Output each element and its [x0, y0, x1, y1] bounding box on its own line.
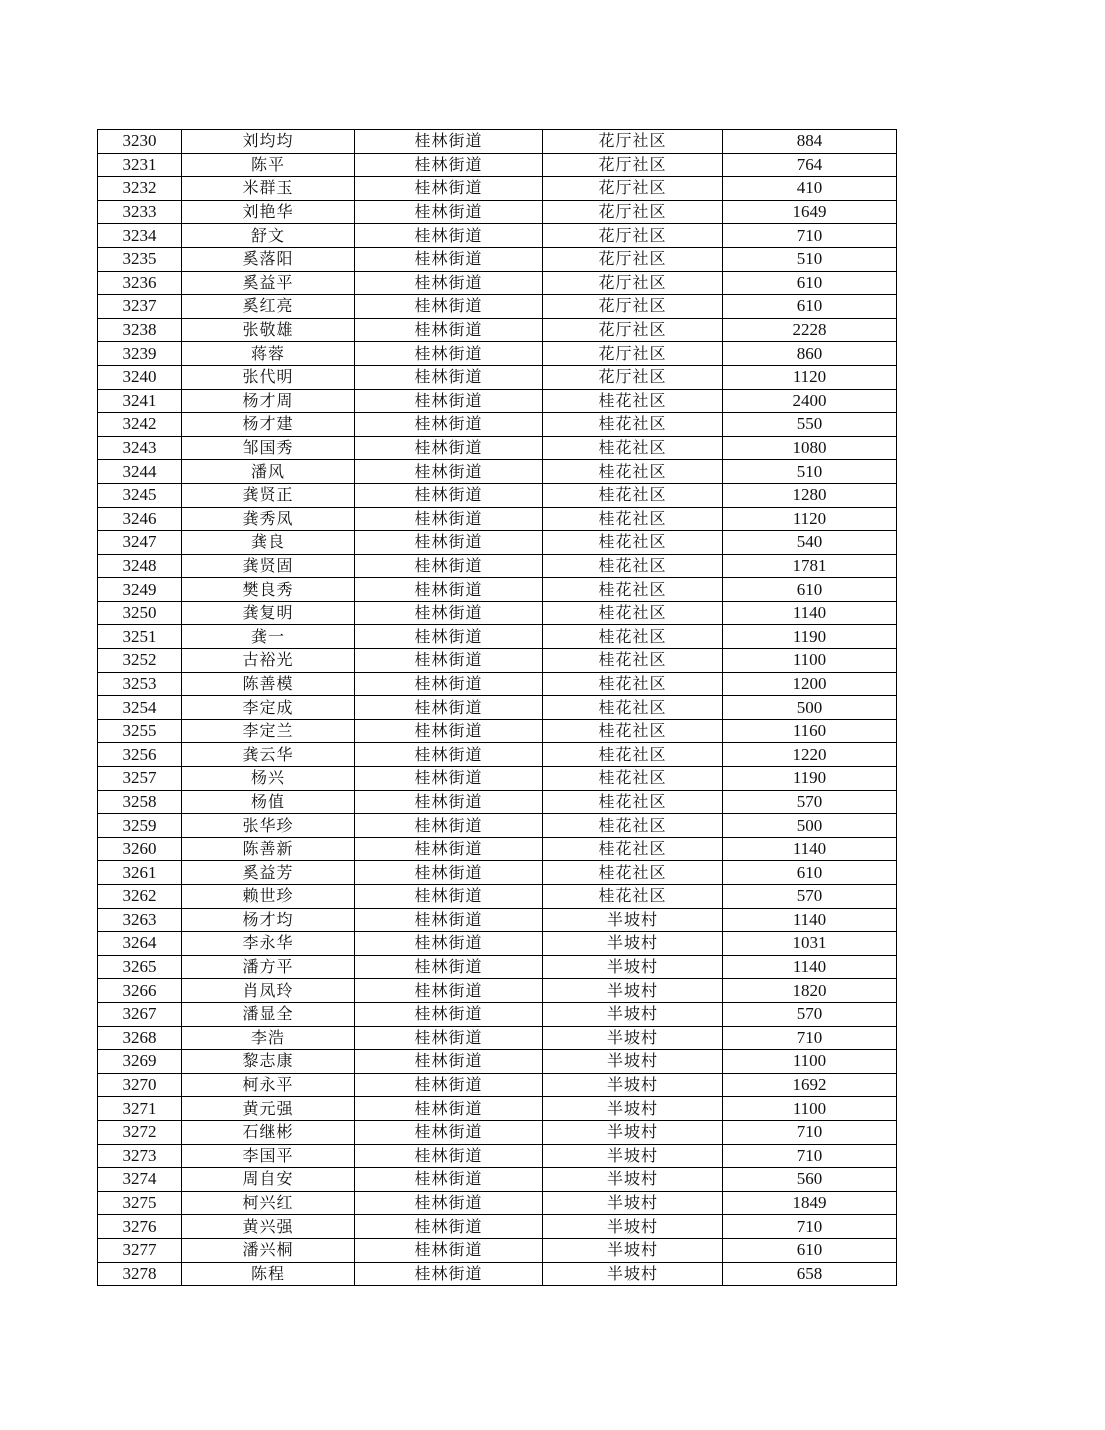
- amount-cell: 1220: [723, 743, 897, 767]
- row-number-cell: 3230: [98, 130, 182, 154]
- community-cell: 半坡村: [543, 1191, 723, 1215]
- row-number-cell: 3238: [98, 318, 182, 342]
- row-number-cell: 3268: [98, 1026, 182, 1050]
- table-row: [98, 295, 897, 319]
- row-number-cell: 3257: [98, 767, 182, 791]
- street-cell: 桂林街道: [355, 1026, 543, 1050]
- amount-cell: 550: [723, 413, 897, 437]
- row-number-cell: 3251: [98, 625, 182, 649]
- community-cell: 花厅社区: [543, 224, 723, 248]
- table-row: [98, 247, 897, 271]
- street-cell: 桂林街道: [355, 601, 543, 625]
- street-cell: 桂林街道: [355, 649, 543, 673]
- name-cell: 陈平: [182, 153, 355, 177]
- table-row: [98, 365, 897, 389]
- row-number-cell: 3234: [98, 224, 182, 248]
- name-cell: 张敬雄: [182, 318, 355, 342]
- amount-cell: 860: [723, 342, 897, 366]
- amount-cell: 570: [723, 885, 897, 909]
- table-row: [98, 672, 897, 696]
- table-row: [98, 342, 897, 366]
- row-number-cell: 3243: [98, 436, 182, 460]
- row-number-cell: 3236: [98, 271, 182, 295]
- table-row: [98, 413, 897, 437]
- street-cell: 桂林街道: [355, 531, 543, 555]
- community-cell: 半坡村: [543, 1050, 723, 1074]
- table-row: [98, 649, 897, 673]
- community-cell: 桂花社区: [543, 436, 723, 460]
- name-cell: 奚益平: [182, 271, 355, 295]
- table-row: [98, 224, 897, 248]
- name-cell: 柯兴红: [182, 1191, 355, 1215]
- street-cell: 桂林街道: [355, 1073, 543, 1097]
- row-number-cell: 3276: [98, 1215, 182, 1239]
- table-row: [98, 554, 897, 578]
- community-cell: 桂花社区: [543, 696, 723, 720]
- table-row: [98, 885, 897, 909]
- name-cell: 米群玉: [182, 177, 355, 201]
- table-row: [98, 1002, 897, 1026]
- amount-cell: 1031: [723, 932, 897, 956]
- table-row: [98, 837, 897, 861]
- amount-cell: 410: [723, 177, 897, 201]
- row-number-cell: 3260: [98, 837, 182, 861]
- table-row: [98, 719, 897, 743]
- row-number-cell: 3242: [98, 413, 182, 437]
- street-cell: 桂林街道: [355, 483, 543, 507]
- community-cell: 半坡村: [543, 1026, 723, 1050]
- table-row: [98, 153, 897, 177]
- amount-cell: 610: [723, 295, 897, 319]
- name-cell: 张华珍: [182, 814, 355, 838]
- row-number-cell: 3248: [98, 554, 182, 578]
- row-number-cell: 3252: [98, 649, 182, 673]
- name-cell: 周自安: [182, 1168, 355, 1192]
- name-cell: 黄兴强: [182, 1215, 355, 1239]
- row-number-cell: 3232: [98, 177, 182, 201]
- street-cell: 桂林街道: [355, 1191, 543, 1215]
- name-cell: 陈善模: [182, 672, 355, 696]
- table-row: [98, 1120, 897, 1144]
- community-cell: 桂花社区: [543, 507, 723, 531]
- community-cell: 桂花社区: [543, 483, 723, 507]
- name-cell: 潘兴桐: [182, 1238, 355, 1262]
- community-cell: 桂花社区: [543, 767, 723, 791]
- name-cell: 杨值: [182, 790, 355, 814]
- row-number-cell: 3250: [98, 601, 182, 625]
- street-cell: 桂林街道: [355, 837, 543, 861]
- street-cell: 桂林街道: [355, 413, 543, 437]
- table-row: [98, 1073, 897, 1097]
- name-cell: 龚秀凤: [182, 507, 355, 531]
- street-cell: 桂林街道: [355, 955, 543, 979]
- table-row: [98, 130, 897, 154]
- street-cell: 桂林街道: [355, 507, 543, 531]
- table-row: [98, 1144, 897, 1168]
- row-number-cell: 3269: [98, 1050, 182, 1074]
- community-cell: 桂花社区: [543, 837, 723, 861]
- community-cell: 桂花社区: [543, 625, 723, 649]
- community-cell: 花厅社区: [543, 200, 723, 224]
- row-number-cell: 3245: [98, 483, 182, 507]
- table-row: [98, 790, 897, 814]
- community-cell: 花厅社区: [543, 130, 723, 154]
- amount-cell: 1649: [723, 200, 897, 224]
- street-cell: 桂林街道: [355, 318, 543, 342]
- community-cell: 花厅社区: [543, 247, 723, 271]
- community-cell: 花厅社区: [543, 271, 723, 295]
- name-cell: 李国平: [182, 1144, 355, 1168]
- amount-cell: 1190: [723, 767, 897, 791]
- amount-cell: 500: [723, 814, 897, 838]
- table-row: [98, 743, 897, 767]
- street-cell: 桂林街道: [355, 271, 543, 295]
- table-row: [98, 1097, 897, 1121]
- street-cell: 桂林街道: [355, 1002, 543, 1026]
- name-cell: 黎志康: [182, 1050, 355, 1074]
- amount-cell: 1140: [723, 955, 897, 979]
- community-cell: 桂花社区: [543, 531, 723, 555]
- amount-cell: 2400: [723, 389, 897, 413]
- row-number-cell: 3273: [98, 1144, 182, 1168]
- name-cell: 刘艳华: [182, 200, 355, 224]
- table-row: [98, 767, 897, 791]
- amount-cell: 710: [723, 224, 897, 248]
- amount-cell: 1140: [723, 601, 897, 625]
- table-row: [98, 1238, 897, 1262]
- name-cell: 杨兴: [182, 767, 355, 791]
- table-row: [98, 507, 897, 531]
- amount-cell: 510: [723, 460, 897, 484]
- table-row: [98, 601, 897, 625]
- table-row: [98, 625, 897, 649]
- row-number-cell: 3233: [98, 200, 182, 224]
- row-number-cell: 3272: [98, 1120, 182, 1144]
- community-cell: 半坡村: [543, 1168, 723, 1192]
- row-number-cell: 3235: [98, 247, 182, 271]
- community-cell: 桂花社区: [543, 743, 723, 767]
- community-cell: 桂花社区: [543, 861, 723, 885]
- amount-cell: 1080: [723, 436, 897, 460]
- row-number-cell: 3267: [98, 1002, 182, 1026]
- street-cell: 桂林街道: [355, 578, 543, 602]
- table-row: [98, 861, 897, 885]
- table-row: [98, 979, 897, 1003]
- name-cell: 龚贤正: [182, 483, 355, 507]
- amount-cell: 610: [723, 271, 897, 295]
- community-cell: 半坡村: [543, 1215, 723, 1239]
- street-cell: 桂林街道: [355, 790, 543, 814]
- amount-cell: 540: [723, 531, 897, 555]
- amount-cell: 1280: [723, 483, 897, 507]
- community-cell: 半坡村: [543, 1238, 723, 1262]
- street-cell: 桂林街道: [355, 861, 543, 885]
- street-cell: 桂林街道: [355, 1238, 543, 1262]
- name-cell: 蒋蓉: [182, 342, 355, 366]
- amount-cell: 1692: [723, 1073, 897, 1097]
- row-number-cell: 3261: [98, 861, 182, 885]
- name-cell: 古裕光: [182, 649, 355, 673]
- row-number-cell: 3237: [98, 295, 182, 319]
- community-cell: 桂花社区: [543, 672, 723, 696]
- community-cell: 桂花社区: [543, 885, 723, 909]
- row-number-cell: 3265: [98, 955, 182, 979]
- street-cell: 桂林街道: [355, 1050, 543, 1074]
- street-cell: 桂林街道: [355, 672, 543, 696]
- street-cell: 桂林街道: [355, 743, 543, 767]
- community-cell: 半坡村: [543, 1144, 723, 1168]
- name-cell: 龚一: [182, 625, 355, 649]
- amount-cell: 710: [723, 1120, 897, 1144]
- table-row: [98, 908, 897, 932]
- street-cell: 桂林街道: [355, 436, 543, 460]
- community-cell: 花厅社区: [543, 318, 723, 342]
- community-cell: 花厅社区: [543, 153, 723, 177]
- name-cell: 龚贤固: [182, 554, 355, 578]
- street-cell: 桂林街道: [355, 342, 543, 366]
- amount-cell: 710: [723, 1026, 897, 1050]
- street-cell: 桂林街道: [355, 1120, 543, 1144]
- street-cell: 桂林街道: [355, 1144, 543, 1168]
- row-number-cell: 3275: [98, 1191, 182, 1215]
- street-cell: 桂林街道: [355, 1262, 543, 1286]
- community-cell: 半坡村: [543, 979, 723, 1003]
- amount-cell: 658: [723, 1262, 897, 1286]
- amount-cell: 570: [723, 790, 897, 814]
- amount-cell: 1120: [723, 365, 897, 389]
- community-cell: 半坡村: [543, 1120, 723, 1144]
- table-row: [98, 578, 897, 602]
- name-cell: 杨才建: [182, 413, 355, 437]
- row-number-cell: 3240: [98, 365, 182, 389]
- street-cell: 桂林街道: [355, 1168, 543, 1192]
- table-row: [98, 932, 897, 956]
- amount-cell: 1781: [723, 554, 897, 578]
- table-row: [98, 318, 897, 342]
- community-cell: 桂花社区: [543, 389, 723, 413]
- street-cell: 桂林街道: [355, 460, 543, 484]
- community-cell: 桂花社区: [543, 601, 723, 625]
- street-cell: 桂林街道: [355, 625, 543, 649]
- name-cell: 李永华: [182, 932, 355, 956]
- table-row: [98, 1215, 897, 1239]
- row-number-cell: 3258: [98, 790, 182, 814]
- street-cell: 桂林街道: [355, 719, 543, 743]
- community-cell: 花厅社区: [543, 365, 723, 389]
- name-cell: 奚益芳: [182, 861, 355, 885]
- name-cell: 龚复明: [182, 601, 355, 625]
- table-row: [98, 814, 897, 838]
- table-row: [98, 955, 897, 979]
- row-number-cell: 3271: [98, 1097, 182, 1121]
- amount-cell: 1140: [723, 837, 897, 861]
- row-number-cell: 3278: [98, 1262, 182, 1286]
- amount-cell: 1200: [723, 672, 897, 696]
- name-cell: 龚良: [182, 531, 355, 555]
- street-cell: 桂林街道: [355, 932, 543, 956]
- amount-cell: 710: [723, 1215, 897, 1239]
- street-cell: 桂林街道: [355, 1097, 543, 1121]
- amount-cell: 1100: [723, 1097, 897, 1121]
- row-number-cell: 3241: [98, 389, 182, 413]
- name-cell: 潘方平: [182, 955, 355, 979]
- table-row: [98, 177, 897, 201]
- community-cell: 半坡村: [543, 1097, 723, 1121]
- row-number-cell: 3255: [98, 719, 182, 743]
- name-cell: 赖世珍: [182, 885, 355, 909]
- name-cell: 张代明: [182, 365, 355, 389]
- street-cell: 桂林街道: [355, 908, 543, 932]
- amount-cell: 1100: [723, 649, 897, 673]
- amount-cell: 500: [723, 696, 897, 720]
- amount-cell: 1190: [723, 625, 897, 649]
- name-cell: 樊良秀: [182, 578, 355, 602]
- community-cell: 花厅社区: [543, 177, 723, 201]
- table-row: [98, 1050, 897, 1074]
- community-cell: 半坡村: [543, 1002, 723, 1026]
- street-cell: 桂林街道: [355, 767, 543, 791]
- street-cell: 桂林街道: [355, 295, 543, 319]
- community-cell: 桂花社区: [543, 649, 723, 673]
- street-cell: 桂林街道: [355, 696, 543, 720]
- street-cell: 桂林街道: [355, 200, 543, 224]
- table-row: [98, 389, 897, 413]
- community-cell: 半坡村: [543, 908, 723, 932]
- street-cell: 桂林街道: [355, 814, 543, 838]
- name-cell: 李定成: [182, 696, 355, 720]
- street-cell: 桂林街道: [355, 224, 543, 248]
- name-cell: 柯永平: [182, 1073, 355, 1097]
- name-cell: 潘显全: [182, 1002, 355, 1026]
- table-row: [98, 436, 897, 460]
- amount-cell: 1160: [723, 719, 897, 743]
- row-number-cell: 3270: [98, 1073, 182, 1097]
- row-number-cell: 3246: [98, 507, 182, 531]
- community-cell: 花厅社区: [543, 342, 723, 366]
- amount-cell: 560: [723, 1168, 897, 1192]
- row-number-cell: 3244: [98, 460, 182, 484]
- row-number-cell: 3262: [98, 885, 182, 909]
- street-cell: 桂林街道: [355, 130, 543, 154]
- table-row: [98, 696, 897, 720]
- community-cell: 桂花社区: [543, 719, 723, 743]
- name-cell: 李定兰: [182, 719, 355, 743]
- name-cell: 黄元强: [182, 1097, 355, 1121]
- name-cell: 李浩: [182, 1026, 355, 1050]
- amount-cell: 884: [723, 130, 897, 154]
- name-cell: 陈程: [182, 1262, 355, 1286]
- amount-cell: 1120: [723, 507, 897, 531]
- name-cell: 杨才均: [182, 908, 355, 932]
- street-cell: 桂林街道: [355, 365, 543, 389]
- street-cell: 桂林街道: [355, 247, 543, 271]
- amount-cell: 764: [723, 153, 897, 177]
- community-cell: 半坡村: [543, 1073, 723, 1097]
- row-number-cell: 3264: [98, 932, 182, 956]
- table-body: [98, 130, 897, 1286]
- community-cell: 桂花社区: [543, 814, 723, 838]
- community-cell: 桂花社区: [543, 578, 723, 602]
- amount-cell: 2228: [723, 318, 897, 342]
- community-cell: 桂花社区: [543, 460, 723, 484]
- row-number-cell: 3274: [98, 1168, 182, 1192]
- street-cell: 桂林街道: [355, 1215, 543, 1239]
- amount-cell: 1820: [723, 979, 897, 1003]
- amount-cell: 1849: [723, 1191, 897, 1215]
- table-row: [98, 531, 897, 555]
- row-number-cell: 3259: [98, 814, 182, 838]
- table-row: [98, 1262, 897, 1286]
- amount-cell: 570: [723, 1002, 897, 1026]
- row-number-cell: 3247: [98, 531, 182, 555]
- table-row: [98, 1168, 897, 1192]
- name-cell: 潘风: [182, 460, 355, 484]
- name-cell: 舒文: [182, 224, 355, 248]
- row-number-cell: 3266: [98, 979, 182, 1003]
- community-cell: 半坡村: [543, 932, 723, 956]
- name-cell: 石继彬: [182, 1120, 355, 1144]
- community-cell: 花厅社区: [543, 295, 723, 319]
- row-number-cell: 3256: [98, 743, 182, 767]
- table-row: [98, 200, 897, 224]
- street-cell: 桂林街道: [355, 389, 543, 413]
- row-number-cell: 3231: [98, 153, 182, 177]
- row-number-cell: 3249: [98, 578, 182, 602]
- amount-cell: 1140: [723, 908, 897, 932]
- name-cell: 奚红亮: [182, 295, 355, 319]
- table-row: [98, 1191, 897, 1215]
- table-row: [98, 483, 897, 507]
- table-row: [98, 460, 897, 484]
- name-cell: 龚云华: [182, 743, 355, 767]
- row-number-cell: 3263: [98, 908, 182, 932]
- street-cell: 桂林街道: [355, 979, 543, 1003]
- amount-cell: 610: [723, 1238, 897, 1262]
- name-cell: 邹国秀: [182, 436, 355, 460]
- street-cell: 桂林街道: [355, 554, 543, 578]
- community-cell: 半坡村: [543, 955, 723, 979]
- table-row: [98, 271, 897, 295]
- community-cell: 桂花社区: [543, 554, 723, 578]
- row-number-cell: 3254: [98, 696, 182, 720]
- amount-cell: 710: [723, 1144, 897, 1168]
- community-cell: 桂花社区: [543, 413, 723, 437]
- row-number-cell: 3277: [98, 1238, 182, 1262]
- name-cell: 杨才周: [182, 389, 355, 413]
- amount-cell: 510: [723, 247, 897, 271]
- amount-cell: 610: [723, 861, 897, 885]
- community-cell: 半坡村: [543, 1262, 723, 1286]
- name-cell: 肖凤玲: [182, 979, 355, 1003]
- table-row: [98, 1026, 897, 1050]
- row-number-cell: 3239: [98, 342, 182, 366]
- amount-cell: 1100: [723, 1050, 897, 1074]
- row-number-cell: 3253: [98, 672, 182, 696]
- name-cell: 刘均均: [182, 130, 355, 154]
- name-cell: 奚落阳: [182, 247, 355, 271]
- community-cell: 桂花社区: [543, 790, 723, 814]
- amount-cell: 610: [723, 578, 897, 602]
- data-table: [97, 129, 897, 1286]
- street-cell: 桂林街道: [355, 885, 543, 909]
- street-cell: 桂林街道: [355, 153, 543, 177]
- name-cell: 陈善新: [182, 837, 355, 861]
- street-cell: 桂林街道: [355, 177, 543, 201]
